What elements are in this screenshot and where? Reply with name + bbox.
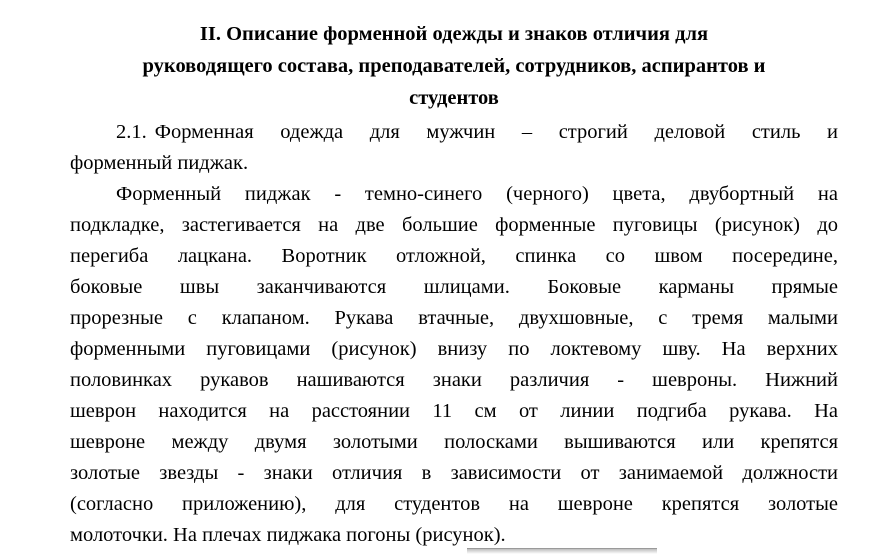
heading-line: руководящего состава, преподавателей, сотрудников, аспирантов и	[142, 55, 766, 77]
paragraph-line: форменными пуговицами (рисунок) внизу по локтевому шву. На верхних	[70, 338, 838, 360]
paragraph-line: золотые звезды - знаки отличия в зависимости от занимаемой должности	[70, 462, 838, 484]
paragraph-line: форменный пиджак.	[70, 152, 249, 174]
paragraph-line: молоточки. На плечах пиджака погоны (рисунок).	[70, 524, 506, 546]
figure-edge	[467, 548, 657, 554]
paragraph-line-text: Форменная одежда для мужчин – строгий деловой стиль и	[154, 121, 838, 143]
paragraph-line: шевроне между двумя золотыми полосками вышиваются или крепятся	[70, 431, 838, 453]
heading-line: II. Описание форменной одежды и знаков отличия для	[199, 23, 709, 45]
heading-line: студентов	[409, 87, 499, 109]
paragraph-2-1	[70, 117, 838, 179]
paragraph-line: перегиба лацкана. Воротник отложной, спинка со швом посередине,	[70, 245, 838, 267]
paragraph-line: половинках рукавов нашиваются знаки различия - шевроны. Нижний	[70, 369, 838, 391]
paragraph-line: (согласно приложению), для студентов на шевроне крепятся золотые	[70, 493, 838, 515]
paragraph-uniform-jacket	[70, 179, 838, 551]
paragraph-line: боковые швы заканчиваются шлицами. Боковые карманы прямые	[70, 276, 838, 298]
document-body	[70, 117, 838, 551]
paragraph-line	[70, 117, 838, 148]
section-heading	[70, 18, 838, 114]
paragraph-line: Форменный пиджак - темно-синего (черного) цвета, двубортный на	[116, 183, 838, 205]
paragraph-line: шеврон находится на расстоянии 11 см от линии подгиба рукава. На	[70, 400, 838, 422]
paragraph-line: прорезные с клапаном. Рукава втачные, двухшовные, с тремя малыми	[70, 307, 838, 329]
paragraph-line: подкладке, застегивается на две большие форменные пуговицы (рисунок) до	[70, 214, 838, 236]
clause-number: 2.1.	[116, 121, 147, 143]
